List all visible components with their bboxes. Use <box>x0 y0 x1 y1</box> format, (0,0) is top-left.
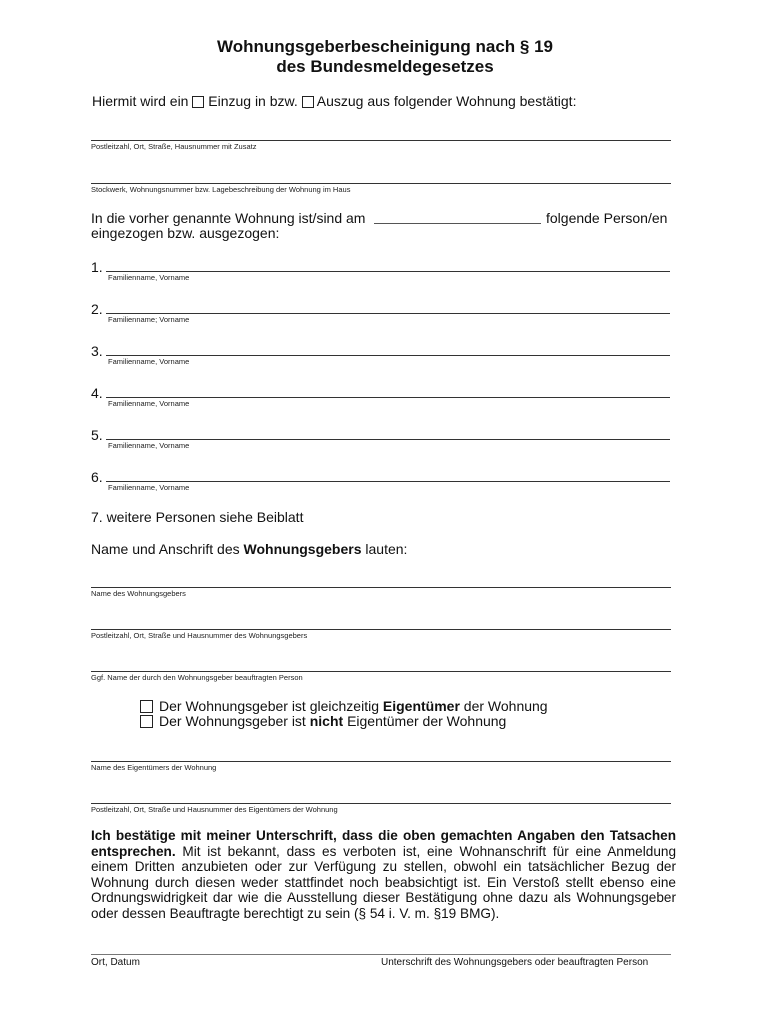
person-1-field[interactable] <box>106 271 670 272</box>
owner-no-label <box>159 713 506 730</box>
person-number: 3. <box>91 343 103 359</box>
address-field-label: Postleitzahl, Ort, Straße, Hausnummer mit Zusatz <box>91 142 257 151</box>
floor-field[interactable] <box>91 183 671 184</box>
owner-no-text-end: Eigentümer der Wohnung <box>347 713 507 729</box>
moved-line2: eingezogen bzw. ausgezogen: <box>91 225 280 241</box>
person-2-field[interactable] <box>106 313 670 314</box>
person-number: 1. <box>91 259 103 275</box>
owner-address-label: Postleitzahl, Ort, Straße und Hausnummer des Eigentümers der Wohnung <box>91 805 338 814</box>
owner-name-field[interactable] <box>91 761 671 762</box>
person-number: 4. <box>91 385 103 401</box>
landlord-name-label: Name des Wohnungsgebers <box>91 589 186 598</box>
owner-yes-checkbox[interactable] <box>140 700 153 713</box>
address-field[interactable] <box>91 140 671 141</box>
owner-address-field[interactable] <box>91 803 671 804</box>
owner-no-checkbox[interactable] <box>140 715 153 728</box>
person-field-label: Familienname, Vorname <box>108 441 190 450</box>
signature-label: Unterschrift des Wohnungsgebers oder beauftragten Person <box>381 957 649 968</box>
place-date-label: Ort, Datum <box>91 957 140 968</box>
form-title: Wohnungsgeberbescheinigung nach § 19 <box>217 37 553 56</box>
signature-field[interactable] <box>91 954 671 955</box>
confirm-prefix: Hiermit wird ein <box>92 93 189 109</box>
moved-line1-end: folgende Person/en <box>546 210 668 226</box>
landlord-intro-end: lauten: <box>365 541 408 557</box>
owner-yes-text-start: Der Wohnungsgeber ist gleichzeitig <box>159 698 379 714</box>
person-5-field[interactable] <box>106 439 670 440</box>
person-field-label: Familienname, Vorname <box>108 483 190 492</box>
owner-yes-text-bold: Eigentümer <box>382 698 460 714</box>
person-field-label: Familienname; Vorname <box>108 315 190 324</box>
more-persons-note: 7. weitere Personen siehe Beiblatt <box>91 509 304 525</box>
declaration-bold: Ich bestätige mit meiner Unterschrift, dass die oben gemachten Angaben den Tatsachen entsprechen. <box>91 828 676 859</box>
auszug-label: Auszug aus folgender Wohnung bestätigt: <box>316 93 577 109</box>
owner-no-text-bold: nicht <box>309 713 344 729</box>
owner-yes-text-end: der Wohnung <box>463 698 548 714</box>
form-subtitle: des Bundesmeldegesetzes <box>276 57 494 76</box>
owner-name-label: Name des Eigentümers der Wohnung <box>91 763 217 772</box>
person-field-label: Familienname, Vorname <box>108 273 190 282</box>
landlord-intro-bold: Wohnungsgebers <box>243 541 362 557</box>
confirm-line <box>92 93 576 110</box>
person-field-label: Familienname, Vorname <box>108 357 190 366</box>
person-4-field[interactable] <box>106 397 670 398</box>
agent-name-field[interactable] <box>91 671 671 672</box>
person-number: 5. <box>91 427 103 443</box>
person-field-label: Familienname, Vorname <box>108 399 190 408</box>
landlord-address-label: Postleitzahl, Ort, Straße und Hausnummer des Wohnungsgebers <box>91 631 308 640</box>
person-number: 6. <box>91 469 103 485</box>
person-6-field[interactable] <box>106 481 670 482</box>
landlord-address-field[interactable] <box>91 629 671 630</box>
landlord-name-field[interactable] <box>91 587 671 588</box>
landlord-intro <box>91 541 407 558</box>
owner-no-text-start: Der Wohnungsgeber ist <box>159 713 306 729</box>
einzug-label: Einzug in bzw. <box>208 93 298 109</box>
auszug-checkbox[interactable] <box>302 96 314 108</box>
moved-line1-start: In die vorher genannte Wohnung ist/sind am <box>91 210 366 226</box>
move-date-field[interactable] <box>374 223 541 224</box>
floor-field-label: Stockwerk, Wohnungsnummer bzw. Lagebeschreibung der Wohnung im Haus <box>91 185 351 194</box>
declaration-text: Mit ist bekannt, dass es verboten ist, eine Wohnanschrift für eine Anmeldung einem Dritten anzubieten oder zur Verfügung zu stellen, obwohl ein tatsächlicher Bezug der Wohnung durch diesen weder stattfindet noch beabsichtigt ist. Ein Verstoß stellt ebenso eine Ordnungswidrigkeit dar wie die Ausstellung dieser Bestätigung ohne dazu als Wohnungsgeber oder dessen Beauftragte berechtigt zu sein (§ 54 i. V. m. §19 BMG). <box>91 843 676 921</box>
person-3-field[interactable] <box>106 355 670 356</box>
declaration-paragraph <box>91 828 676 921</box>
agent-name-label: Ggf. Name der durch den Wohnungsgeber beauftragten Person <box>91 673 303 682</box>
einzug-checkbox[interactable] <box>192 96 204 108</box>
landlord-intro-start: Name und Anschrift des <box>91 541 240 557</box>
person-number: 2. <box>91 301 103 317</box>
